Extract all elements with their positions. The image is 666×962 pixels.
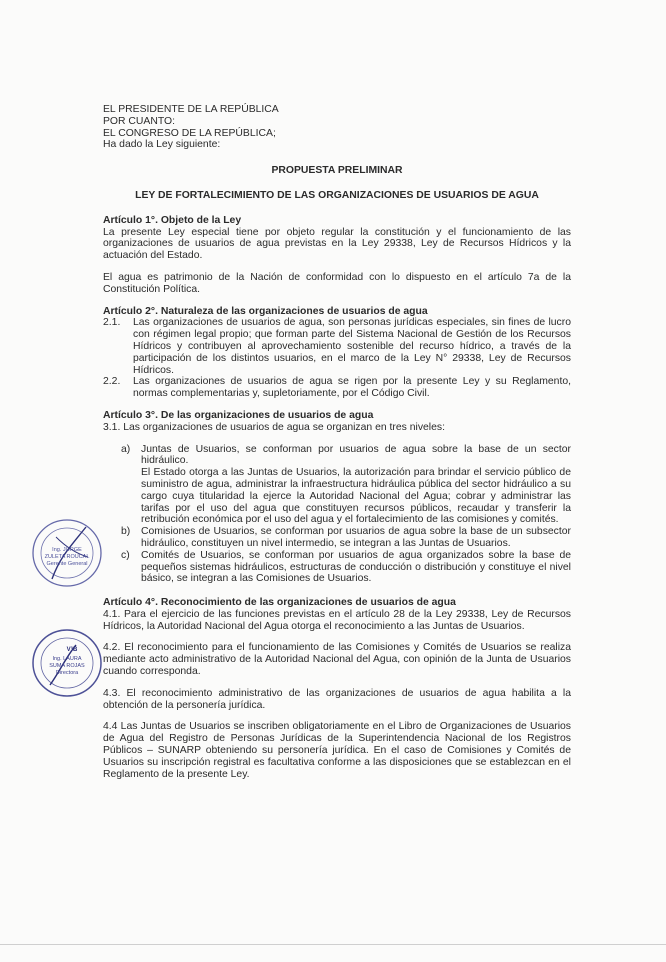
article-3-intro: 3.1. Las organizaciones de usuarios de agua se organizan en tres niveles: (103, 421, 445, 433)
stamp2-line-4: Directora (55, 670, 79, 676)
law-title: LEY DE FORTALECIMIENTO DE LAS ORGANIZACIONES DE USUARIOS DE AGUA (135, 189, 539, 201)
list-item (103, 376, 571, 400)
document-label: PROPUESTA PRELIMINAR (271, 165, 403, 177)
list-item-number: 2.1. (103, 317, 121, 329)
list-item-letter: b) (121, 526, 131, 538)
article-2-heading: Artículo 2°. Naturaleza de las organizaciones de usuarios de agua (103, 305, 428, 317)
article-2-list (103, 317, 571, 400)
list-item-text: Comisiones de Usuarios, se conforman por usuarios de agua sobre la base de un subsector hidráulico, constituyen un nivel intermedio, se integran a las Juntas de Usuarios. (141, 526, 571, 549)
stamp1-line-1: Ing. JORGE (52, 547, 82, 553)
stamp2-line-1: V°B (66, 647, 78, 653)
article-3-list (121, 444, 571, 586)
list-item-text: Las organizaciones de usuarios de agua, son personas jurídicas especiales, sin fines de lucro con régimen legal propio; que forman parte del Sistema Nacional de Gestión de los Recursos Hídricos y contribuyen al aprovechamiento sostenible del recurso hídrico, a través de la participación de los distintos usuarios, en el marco de la Ley N° 29338, Ley de Recursos Hídricos. (133, 317, 571, 376)
stamp2-line-2: Ing. LAURA (52, 656, 82, 662)
list-item-text: Las organizaciones de usuarios de agua se rigen por la presente Ley y su Reglamento, normas complementarias y, supletoriamente, por el Código Civil. (133, 376, 571, 400)
document-body (103, 104, 571, 780)
list-item-letter: a) (121, 443, 131, 455)
list-item-number: 2.2. (103, 376, 121, 388)
article-4-paragraph: 4.4 Las Juntas de Usuarios se inscriben obligatoriamente en el Libro de Organizaciones de Usuarios de Agua del Registro de Personas Jurídicas de la Superintendencia Nacional de los Registros Públicos – SUNARP obteniendo su personería jurídica. En el caso de Comisiones y Comités de Usuarios su inscripción registral es facultativa conforme a las disposiciones que se establezcan en el Reglamento de la presente Ley. (103, 721, 571, 780)
seal-stamp-general-manager (30, 517, 104, 589)
article-1-heading: Artículo 1°. Objeto de la Ley (103, 214, 242, 226)
article-4-paragraph: 4.2. El reconocimiento para el funcionamiento de las Comisiones y Comités de Usuarios se realiza mediante acto administrativo de la Autoridad Nacional del Agua, con opinión de la Junta de Usuarios cuando corresponda. (103, 642, 571, 678)
page-bottom-edge (0, 944, 666, 945)
stamp2-line-3: SUMA ROJAS (49, 663, 85, 669)
preamble-line: EL CONGRESO DE LA REPÚBLICA; (103, 127, 276, 139)
list-item (121, 444, 571, 527)
list-item-text: Juntas de Usuarios, se conforman por usuarios de agua sobre la base de un sector hidráulico. (141, 443, 571, 467)
stamp1-line-3: Gerente General (46, 561, 88, 567)
preamble-line: EL PRESIDENTE DE LA REPÚBLICA (103, 104, 279, 115)
article-4-heading: Artículo 4°. Reconocimiento de las organizaciones de usuarios de agua (103, 597, 456, 609)
seal-stamp-director (30, 627, 104, 699)
list-item (121, 550, 571, 585)
preamble-line: POR CUANTO: (103, 115, 175, 127)
article-4-paragraph: 4.3. El reconocimiento administrativo de las organizaciones de usuarios de agua habilita a la obtención de la personería jurídica. (103, 687, 571, 711)
stamp1-line-2: ZULETA ROUCAL (44, 554, 90, 560)
article-1-paragraph: El agua es patrimonio de la Nación de conformidad con lo dispuesto en el artículo 7a de la Constitución Política. (103, 271, 571, 295)
list-item (121, 526, 571, 550)
article-3-heading: Artículo 3°. De las organizaciones de usuarios de agua (103, 409, 374, 421)
list-item (103, 317, 571, 376)
list-item-text: El Estado otorga a las Juntas de Usuarios, la autorización para brindar el servicio público de suministro de agua, administrar la infraestructura hidráulica pública del sector hidráulico a su cargo cuya titularidad la ejerce la Autoridad Nacional del Agua; cobrar y administrar las tarifas por el uso del agua que constituyen recursos públicos, recaudar y transferir la retribución económica por el uso del agua y el fortalecimiento de las comisiones y comités. (141, 467, 571, 526)
article-4-paragraph: 4.1. Para el ejercicio de las funciones previstas en el artículo 28 de la Ley 29338, Ley de Recursos Hídricos, la Autoridad Nacional del Agua otorga el reconocimiento a las Juntas de Usuarios. (103, 608, 571, 632)
preamble (103, 104, 571, 151)
preamble-line: Ha dado la Ley siguiente: (103, 139, 221, 151)
list-item-text: Comités de Usuarios, se conforman por usuarios de agua organizados sobre la base de pequeños sistemas hidráulicos, estructuras de conducción o distribución y constituye el nivel básico, se integran a las Comisiones de Usuarios. (141, 549, 571, 585)
article-1-paragraph: La presente Ley especial tiene por objeto regular la constitución y el funcionamiento de las organizaciones de usuarios de agua previstas en la Ley 29338, Ley de Recursos Hídricos y la actuación del Estado. (103, 226, 571, 262)
list-item-letter: c) (121, 549, 130, 561)
